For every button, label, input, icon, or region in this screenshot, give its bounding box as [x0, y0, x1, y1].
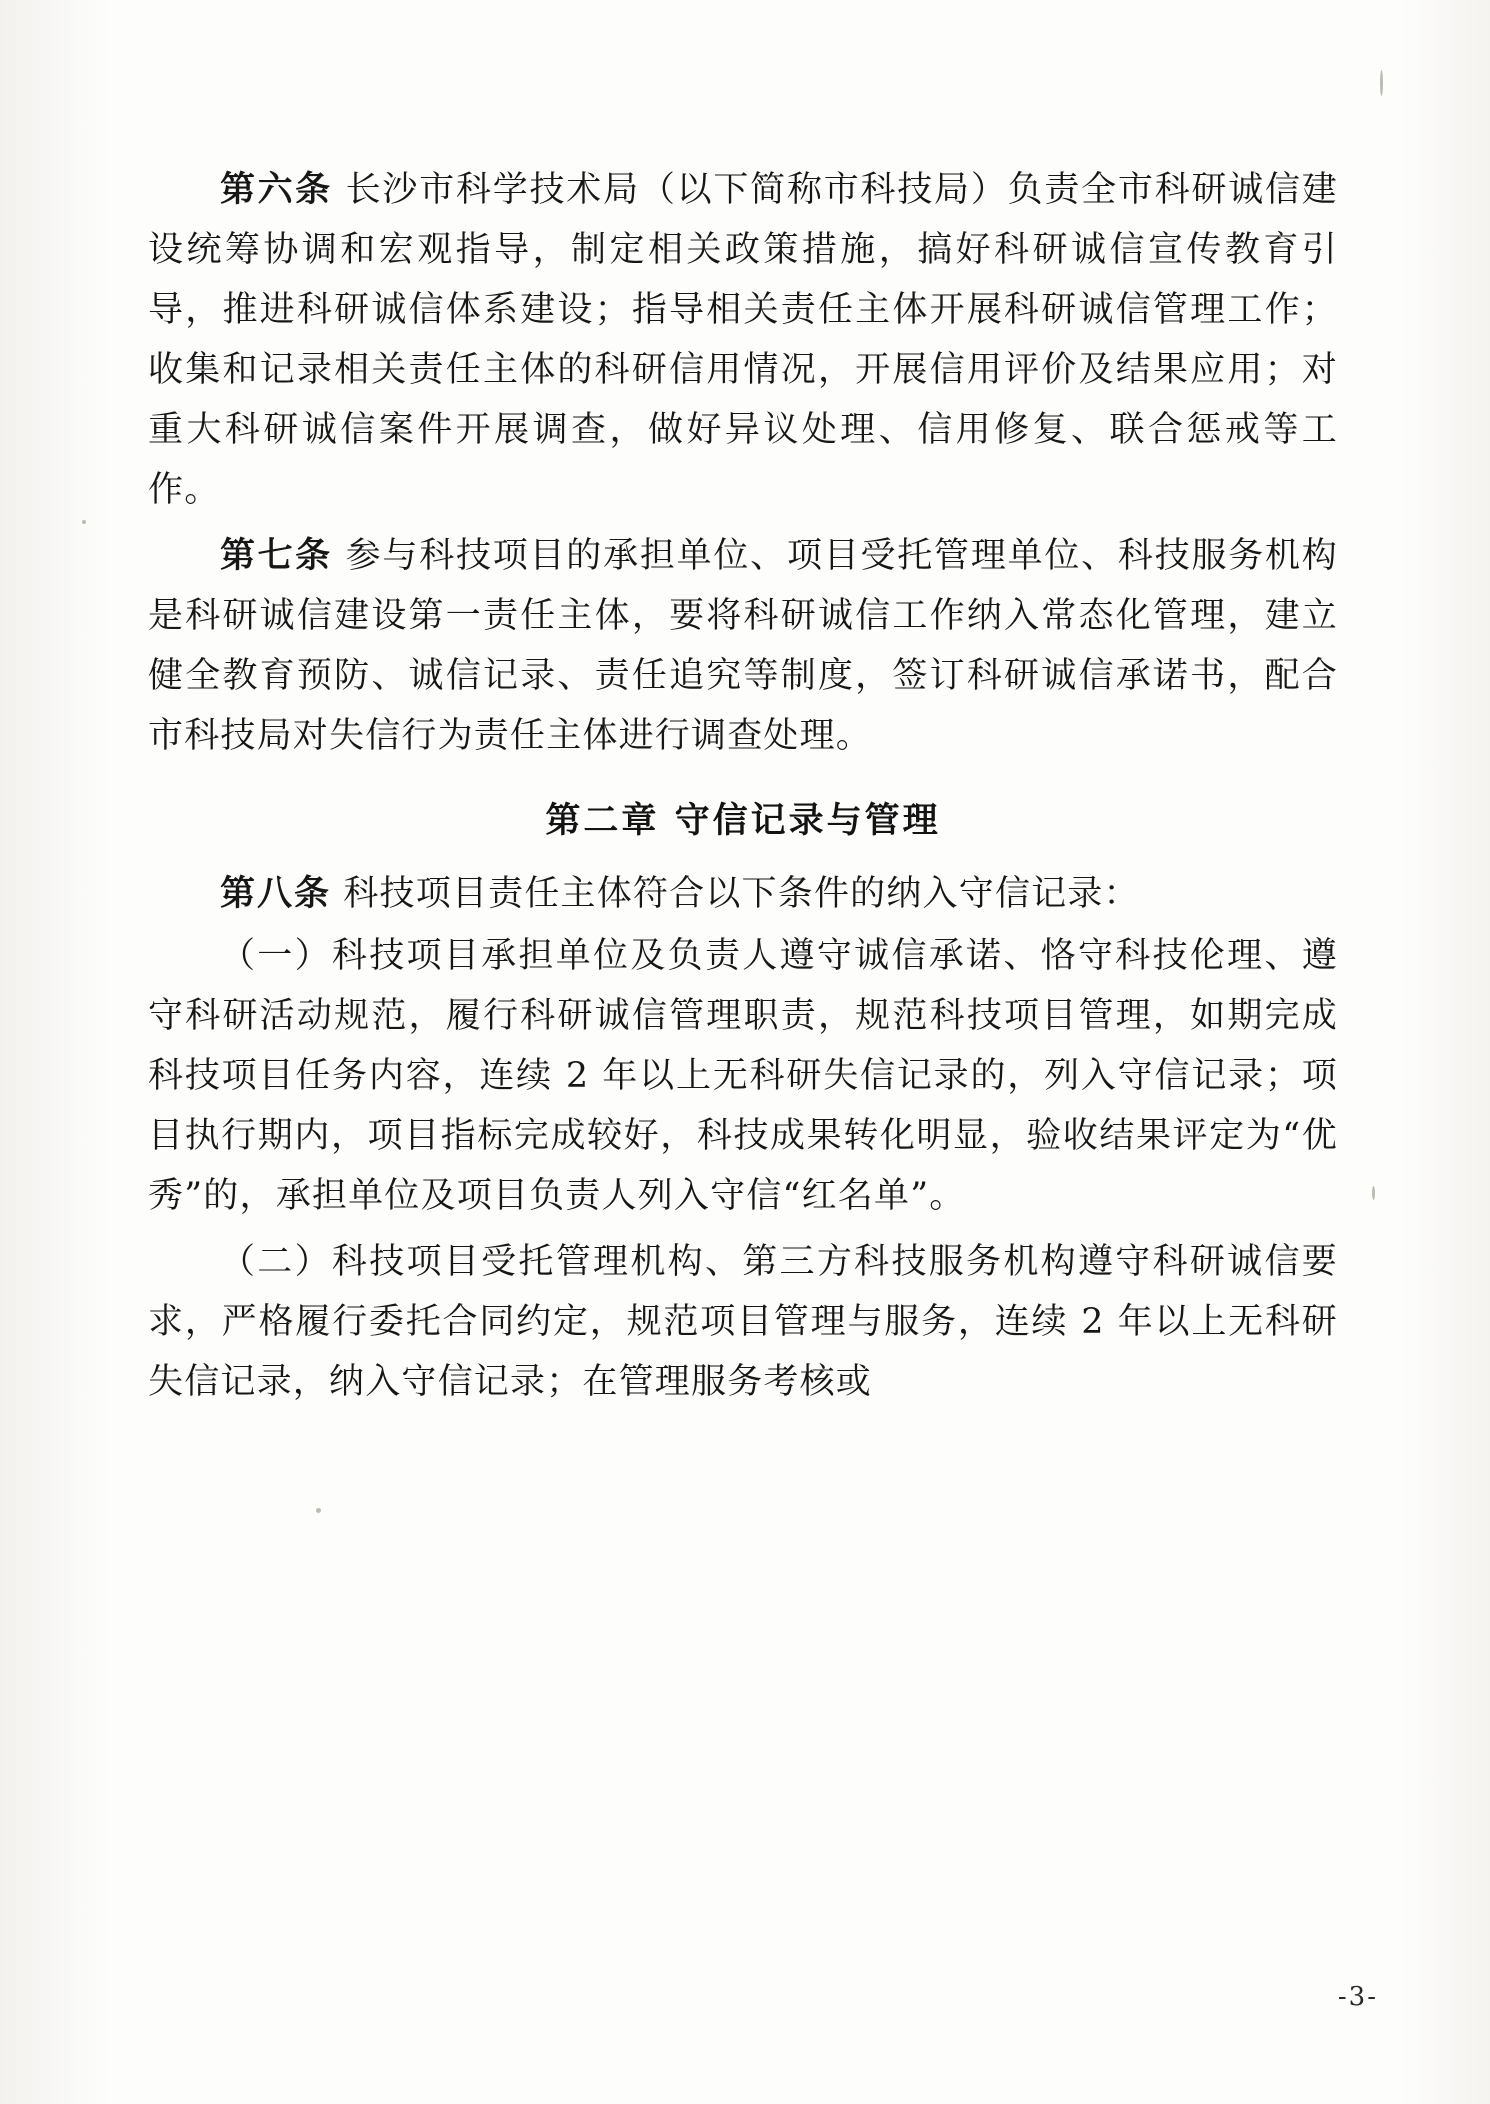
- scan-edge-left: [0, 0, 110, 2104]
- page-number: -3-: [1337, 1982, 1378, 2012]
- article-label: 第八条: [220, 873, 332, 914]
- scan-speck: [316, 1508, 321, 1513]
- list-item: [148, 926, 1338, 1226]
- list-item: [148, 1232, 1338, 1412]
- article-paragraph: [148, 864, 1338, 924]
- article-text: 长沙市科学技术局（以下简称市科技局）负责全市科研诚信建设统筹协调和宏观指导，制定相关政策措施，搞好科研诚信宣传教育引导，推进科研诚信体系建设；指导相关责任主体开展科研诚信管理工作；收集和记录相关责任主体的科研信用情况，开展信用评价及结果应用；对重大科研诚信案件开展调查，做好异议处理、信用修复、联合惩戒等工作。: [148, 170, 1338, 510]
- scan-edge-right: [1400, 0, 1490, 2104]
- scan-speck: [1380, 70, 1383, 96]
- document-body: [148, 160, 1338, 1418]
- article-text: 参与科技项目的承担单位、项目受托管理单位、科技服务机构是科研诚信建设第一责任主体，要将科研诚信工作纳入常态化管理，建立健全教育预防、诚信记录、责任追究等制度，签订科研诚信承诺书，配合市科技局对失信行为责任主体进行调查处理。: [148, 536, 1338, 756]
- article-label: 第七条: [220, 535, 333, 576]
- scan-speck: [1372, 1186, 1375, 1200]
- scan-speck: [82, 520, 86, 524]
- article-paragraph: [148, 160, 1338, 520]
- chapter-heading: 第二章 守信记录与管理: [545, 800, 941, 841]
- list-item-text: （二）科技项目受托管理机构、第三方科技服务机构遵守科研诚信要求，严格履行委托合同约定，规范项目管理与服务，连续 2 年以上无科研失信记录，纳入守信记录；在管理服务考核或: [148, 1242, 1338, 1402]
- list-item-text: （一）科技项目承担单位及负责人遵守诚信承诺、恪守科技伦理、遵守科研活动规范，履行科研诚信管理职责，规范科技项目管理，如期完成科技项目任务内容，连续 2 年以上无科研失信记录的，列入守信记录；项目执行期内，项目指标完成较好，科技成果转化明显，验收结果评定为“优秀”的，承担单位及项目负责人列入守信“红名单”。: [148, 936, 1338, 1216]
- article-label: 第六条: [220, 169, 333, 210]
- article-text: 科技项目责任主体符合以下条件的纳入守信记录：: [343, 874, 1140, 914]
- article-paragraph: [148, 526, 1338, 766]
